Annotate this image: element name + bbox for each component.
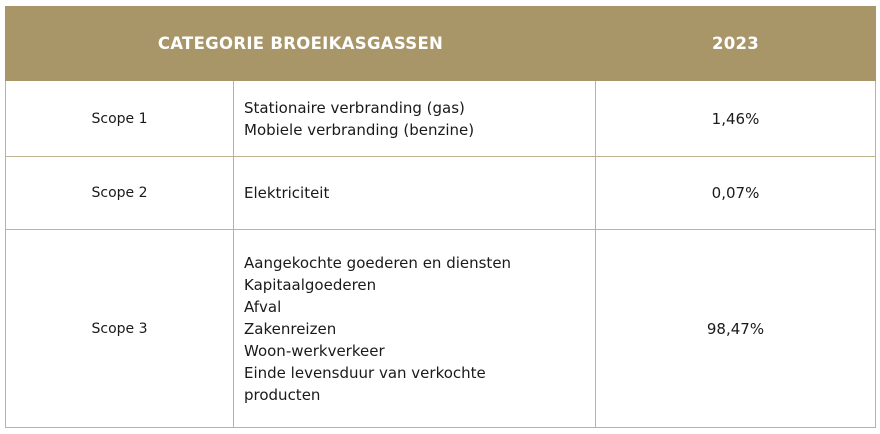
scope-item: Afval [244, 297, 282, 316]
scope-item: producten [244, 385, 321, 404]
scope-item: Elektriciteit [244, 184, 330, 202]
emissions-table-frame [5, 6, 875, 428]
scope-item: Aangekochte goederen en diensten [244, 253, 512, 272]
emissions-table [5, 6, 876, 428]
table-body [6, 81, 876, 428]
header-row [6, 7, 876, 81]
scope-items [234, 157, 596, 230]
table-row-scope-2 [6, 157, 876, 230]
scope-item: Woon-werkverkeer [244, 341, 385, 360]
scope-item: Stationaire verbranding (gas) [244, 98, 465, 117]
scope-percentage: 1,46% [596, 81, 876, 157]
scope-label: Scope 1 [6, 81, 234, 157]
scope-label: Scope 2 [6, 157, 234, 230]
header-category: CATEGORIE BROEIKASGASSEN [6, 7, 596, 81]
scope-item: Mobiele verbranding (benzine) [244, 120, 475, 139]
table-header [6, 7, 876, 81]
scope-percentage: 98,47% [596, 230, 876, 428]
scope-percentage: 0,07% [596, 157, 876, 230]
scope-item: Einde levensduur van verkochte [244, 363, 486, 382]
scope-item: Zakenreizen [244, 319, 337, 338]
scope-items [234, 81, 596, 157]
header-year: 2023 [596, 7, 876, 81]
scope-item: Kapitaalgoederen [244, 275, 377, 294]
scope-label: Scope 3 [6, 230, 234, 428]
table-row-scope-3 [6, 230, 876, 428]
table-row-scope-1 [6, 81, 876, 157]
scope-items [234, 230, 596, 428]
